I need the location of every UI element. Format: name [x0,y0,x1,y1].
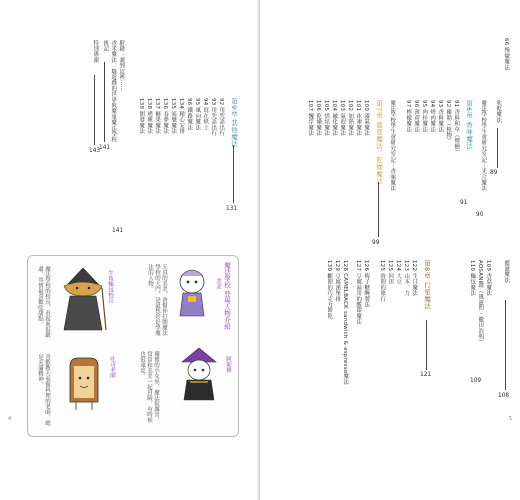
entry-page: 95 [421,100,428,108]
character-desc: 喜歡教大家做料理的老師，總是充滿精神。 [37,354,50,426]
entry-text: 春夢魔法 [162,111,169,135]
entry-text: 用咒語出行 [210,107,217,136]
entry-text: 麵包魔法 [469,273,476,297]
entry-text: 暗號魔法 [170,111,177,135]
entry-text: 特別感謝 [92,40,99,63]
page-number: 4 [8,416,12,422]
toc-entry [331,100,337,136]
entry-text: 肉桂魔法 [421,109,428,133]
entry-page: 102 [347,100,354,112]
chapter-8-heading [423,260,430,309]
section-note: 魔法學校學生會研究室記－光合魔法 [480,100,487,192]
toc-entry [323,100,329,136]
toc-entry [387,260,393,285]
toc-entry [355,100,361,136]
entry-page: 126 [363,260,370,272]
chapter-page: 91 [460,200,468,206]
toc-entry [194,98,200,130]
entry-page: 103 [339,100,346,112]
toc-entry [162,98,168,134]
entry-page: 93 [437,100,444,108]
toc-entry [315,100,321,136]
entry-text: 寫在紙上 [202,107,209,131]
entry-text: 用咒語出行 [218,107,225,136]
entry-text: 風向魔法 [194,107,201,131]
toc-entry [445,100,451,144]
chapter-7-heading [375,100,382,184]
entry-text: 嗜睡魔法 [146,111,153,135]
chapter-title: 溫度魔法、乾燥魔法 [375,121,383,185]
character-name: 阿妮雅 [225,356,231,373]
entry-text: 時間的旅行 [379,273,386,302]
leader-line [378,182,379,237]
entry-text: 烤肉魔法 [429,109,436,133]
chapter-label: 第7章 [375,100,383,119]
chapter-title: 其他魔法 [230,119,238,148]
entry-text: 羅勒（植物） [445,109,452,144]
entry-page: 110 [469,260,476,272]
entry-page: 96 [186,98,193,106]
guide-title: 魔法學校 登場人物介紹 [223,262,231,330]
entry-text: 薄荷魔法 [413,109,420,133]
entry-text: 氣泡魔法 [339,113,346,137]
leader-line [233,145,234,203]
entry-text: 香米魔法：騷遊戲的世界與魔鬼魔法學校 [110,40,117,143]
leader-line [104,62,105,142]
character-name: 吐司老師 [109,356,115,378]
toc-entry [146,98,152,134]
character-name: 美美 [215,278,221,289]
entry-page: 130 [326,260,333,272]
entry-text: CAMELBACK sandwich & espresso魔法 [342,273,349,385]
entry-page: 128 [342,260,349,272]
entry-text: 檸檬魔法 [405,109,412,133]
entry-page: 92 [218,98,225,106]
toc-entry [485,260,491,296]
character-desc: 優雅的小女巫，魔法很厲害，常常和美美一起冒險，有時候也很頑皮。 [139,351,159,423]
entry-page: 109 [485,260,492,272]
entry-page: 100 [363,100,370,112]
toc-entry [403,260,409,296]
entry-page: 93 [210,98,217,106]
entry-page: 127 [355,260,362,272]
toc-entry [138,98,144,134]
entry-page: 109 [470,378,482,384]
entry-page: 107 [307,100,314,112]
right-page [260,0,520,500]
entry-page: 134 [178,98,185,110]
character-meimei-illustration [173,266,211,325]
chapter-label: 第9章 [230,98,238,117]
leader-line [94,75,95,145]
toc-entry [178,98,184,134]
entry-text: 鐵路魔法 [186,107,193,131]
entry-text: 豆腐湯用的酸甜魔法 [355,273,362,325]
entry-text: 烘焙魔法 [323,113,330,137]
page-number: 5 [508,416,512,422]
character-toast-teacher-illustration [64,356,104,415]
toc-entry [307,100,313,136]
character-aniya-illustration [178,348,220,407]
entry-page: 108 [498,393,510,399]
entry-text: AOSANI醬（風滋閃・撒田浩明） [477,260,484,346]
entry-text: 冰凍魔法 [355,113,362,137]
leader-line [426,320,427,370]
toc-entry [379,260,385,302]
appendix-entry [118,40,124,91]
entry-text: 大豆 [395,273,402,285]
entry-page: 104 [331,100,338,112]
toc-entry [421,100,427,132]
entry-text: 糖果魔法 [154,111,161,135]
postscript-entry [102,40,108,51]
toc-entry [413,100,419,132]
toc-entry [429,100,435,132]
note-entry [110,40,116,143]
toc-entry [170,98,176,134]
entry-text: 生日魔法 [411,273,418,297]
entry-text: 飄浮魔法 [307,113,314,137]
entry-text: 香料和草（煙燻） [453,109,460,156]
entry-text: 梅子糖醃製法 [363,273,370,308]
toc-entry [347,100,353,136]
character-guide [27,255,239,437]
entry-page: 139 [138,98,145,110]
chapter-6-heading [465,100,472,149]
toc-entry [210,98,216,136]
entry-page: 137 [154,98,161,110]
entry-text: 回田 [387,273,394,285]
toc-entry [503,38,509,70]
entry-text: 霧氣魔法 [363,113,370,137]
entry-page: 106 [315,100,322,112]
entry-page: 97 [405,100,412,108]
toc-entry [186,98,192,130]
entry-page: 94 [429,100,436,108]
entry-text: 慢燉魔法 [503,47,510,71]
entry-page: 89 [490,170,498,176]
entry-page: 90 [476,212,484,218]
section-note: 魔法學校學生會研究室記－香味魔法 [389,100,396,192]
chapter-title: 香味魔法 [465,121,473,150]
chapter-9-heading [230,98,237,147]
toc-entry [154,98,160,134]
chapter-page: 121 [420,372,432,378]
entry-page: 122 [411,260,418,272]
postscript-page: 141 [99,145,111,151]
toc-entry [405,100,411,132]
entry-page: 125 [387,260,394,272]
toc-entry [363,260,369,307]
entry-text: 香菇魔法 [485,273,492,297]
entry-page: 96 [413,100,420,108]
entry-page: 95 [194,98,201,106]
toc-entry [339,100,345,136]
toc-entry [326,260,332,319]
entry-text: 麗滋魔法 [503,260,510,283]
character-desc: 天真的美美，會幫你打開魔法學校的大門，是最想好好學魔法的人物。 [147,264,167,336]
toc-entry [218,98,224,136]
toc-entry [202,98,208,130]
entry-page: 101 [355,100,362,112]
entry-page: 105 [323,100,330,112]
toc-entry [453,100,459,155]
character-croissant-principal-illustration [58,268,108,337]
toc-entry [411,260,417,296]
entry-text: 附錄：讀到這裡⋯⋯ [118,40,125,92]
entry-page: 138 [146,98,153,110]
entry-text: 斷開的巧克力餅乾 [326,273,333,319]
entry-page: 124 [395,260,402,272]
toc-entry [342,260,348,385]
leader-line [497,128,498,168]
entry-page: 125 [379,260,386,272]
toc-entry [469,260,475,296]
entry-page: 94 [202,98,209,106]
entry-text: 後記 [102,40,109,52]
toc-entry [355,260,361,325]
character-desc: 魔法學校的校長，看起來很嚴肅，其實最喜歡吃甜點。 [37,266,50,338]
chapter-page: 131 [226,206,238,212]
entry-text: 融化魔法 [331,113,338,137]
toc-entry [363,100,369,136]
entry-page: 91 [453,100,460,108]
entry-page: 92 [445,100,452,108]
toc-entry [477,260,483,345]
entry-text: 香料魔法 [437,109,444,133]
appendix-page: 141 [112,228,124,234]
entry-text: 乾燥魔法 [315,113,322,137]
chapter-title: 行星魔法 [423,281,431,310]
entry-page: 123 [403,260,410,272]
entry-page: 135 [170,98,177,110]
chapter-page: 99 [372,240,380,246]
entry-text: 豆腐漢堡排 [334,273,341,302]
toc-entry [334,260,340,302]
entry-text: 山本、力 [403,273,410,297]
entry-text: 精心安排 [178,111,185,135]
toc-entry [437,100,443,132]
toc-entry [503,260,509,283]
entry-text: 吹乾魔法 [495,100,502,123]
character-name: 牛角麵包校長 [107,270,113,303]
entry-text: 開發魔法 [138,111,145,135]
entry-page: 136 [162,98,169,110]
toc-entry [495,100,501,123]
entry-page: 66 [503,38,510,46]
credits-entry [92,40,98,63]
toc-entry [395,260,401,285]
leader-line [505,300,506,390]
entry-text: 加熱魔法 [347,113,354,137]
credits-page: 143 [89,148,101,154]
chapter-label: 第6章 [465,100,473,119]
entry-page: 129 [334,260,341,272]
chapter-label: 第8章 [423,260,431,279]
